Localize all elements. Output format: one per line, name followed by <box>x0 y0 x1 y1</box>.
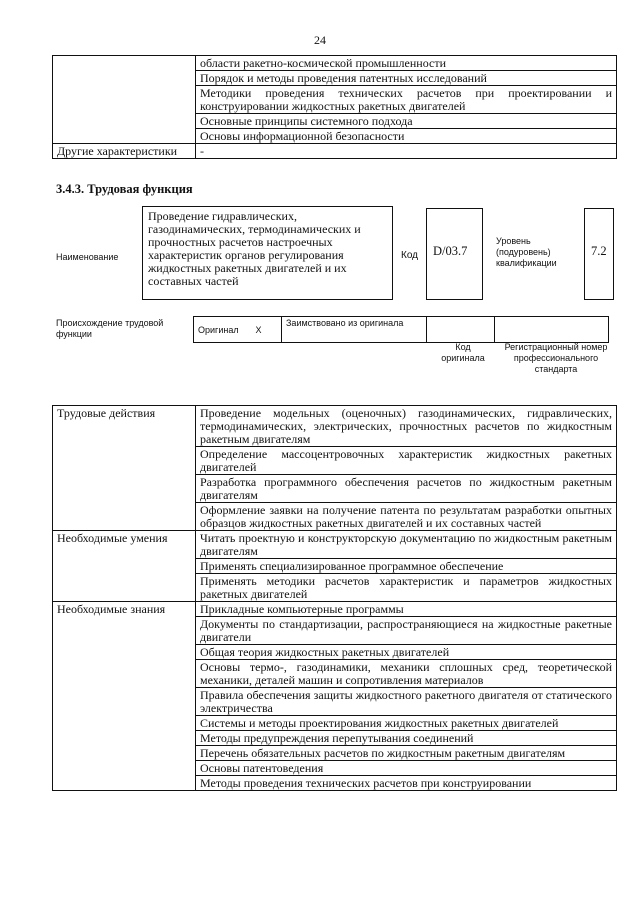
origin-table <box>193 316 609 343</box>
table-cell: Общая теория жидкостных ракетных двигателей <box>196 645 617 660</box>
table-cell: Методы проведения технических расчетов при конструировании <box>196 776 617 791</box>
table-cell: Применять специализированное программное обеспечение <box>196 559 617 574</box>
table-cell: Основы информационной безопасности <box>196 129 617 144</box>
name-label: Наименование <box>56 252 119 262</box>
original-code-caption: Код оригинала <box>441 342 485 363</box>
table-cell: Основные принципы системного подхода <box>196 114 617 129</box>
table-row <box>53 144 617 159</box>
table-cell: области ракетно-космической промышленности <box>196 56 617 71</box>
registration-number-cell <box>495 317 609 343</box>
registration-number-caption: Регистрационный номер профессионального стандарта <box>504 342 608 374</box>
table-cell: Определение массоцентровочных характеристик жидкостных ракетных двигателей <box>196 447 617 475</box>
origin-label: Происхождение трудовой функции <box>56 318 164 339</box>
table-cell: Правила обеспечения защиты жидкостного ракетного двигателя от статического электричества <box>196 688 617 716</box>
original-code-cell <box>427 317 495 343</box>
section-label-skills: Необходимые умения <box>53 531 196 602</box>
table-cell: - <box>196 144 617 159</box>
table-cell: Перечень обязательных расчетов по жидкостным ракетным двигателям <box>196 746 617 761</box>
table-cell: Применять методики расчетов характеристик и параметров жидкостных ракетных двигателей <box>196 574 617 602</box>
table-cell: Порядок и методы проведения патентных исследований <box>196 71 617 86</box>
page-number: 24 <box>314 33 326 47</box>
borrowed-label: Заимствовано из оригинала <box>282 317 427 343</box>
table-row <box>53 406 617 447</box>
table-label-cell: Другие характеристики <box>53 144 196 159</box>
table-cell: Читать проектную и конструкторскую документацию по жидкостным ракетным двигателям <box>196 531 617 559</box>
table-cell: Проведение модельных (оценочных) газодинамических, гидравлических, термодинамических, электрических, прочностных расчетов по жидкостным ракетным двигателям <box>196 406 617 447</box>
code-label: Код <box>401 250 419 261</box>
qualification-level-box: 7.2 <box>584 208 614 300</box>
table-cell: Основы термо-, газодинамики, механики сплошных сред, теоретической механики, деталей машин и сопротивления материалов <box>196 660 617 688</box>
table-cell: Документы по стандартизации, распространяющиеся на жидкостные ракетные двигатели <box>196 617 617 645</box>
table-label-cell <box>53 56 196 144</box>
table-row <box>53 56 617 71</box>
table-cell: Системы и методы проектирования жидкостных ракетных двигателей <box>196 716 617 731</box>
table-cell: Прикладные компьютерные программы <box>196 602 617 617</box>
continuation-table <box>52 55 617 159</box>
table-row <box>53 531 617 559</box>
section-label-knowledge: Необходимые знания <box>53 602 196 791</box>
section-label-labor-actions: Трудовые действия <box>53 406 196 531</box>
table-cell: Разработка программного обеспечения расчетов по жидкостным ракетным двигателям <box>196 475 617 503</box>
level-label: Уровень (подуровень) квалификации <box>496 236 557 268</box>
table-row <box>53 602 617 617</box>
original-mark: X <box>252 317 282 343</box>
function-code-box: D/03.7 <box>426 208 483 300</box>
table-cell: Методы предупреждения перепутывания соединений <box>196 731 617 746</box>
table-cell: Методики проведения технических расчетов при проектировании и конструировании жидкостных ракетных двигателей <box>196 86 617 114</box>
table-cell: Основы патентоведения <box>196 761 617 776</box>
table-cell: Оформление заявки на получение патента по результатам разработки опытных образцов жидкостных ракетных двигателей и их составных частей <box>196 503 617 531</box>
function-details-table <box>52 405 617 791</box>
original-label: Оригинал <box>194 317 252 343</box>
section-title: 3.4.3. Трудовая функция <box>56 182 193 196</box>
function-name-box: Проведение гидравлических, газодинамических, термодинамических и прочностных расчетов настроечных характеристик органов регулирования жидкостных ракетных двигателей и их составных частей <box>142 206 393 300</box>
